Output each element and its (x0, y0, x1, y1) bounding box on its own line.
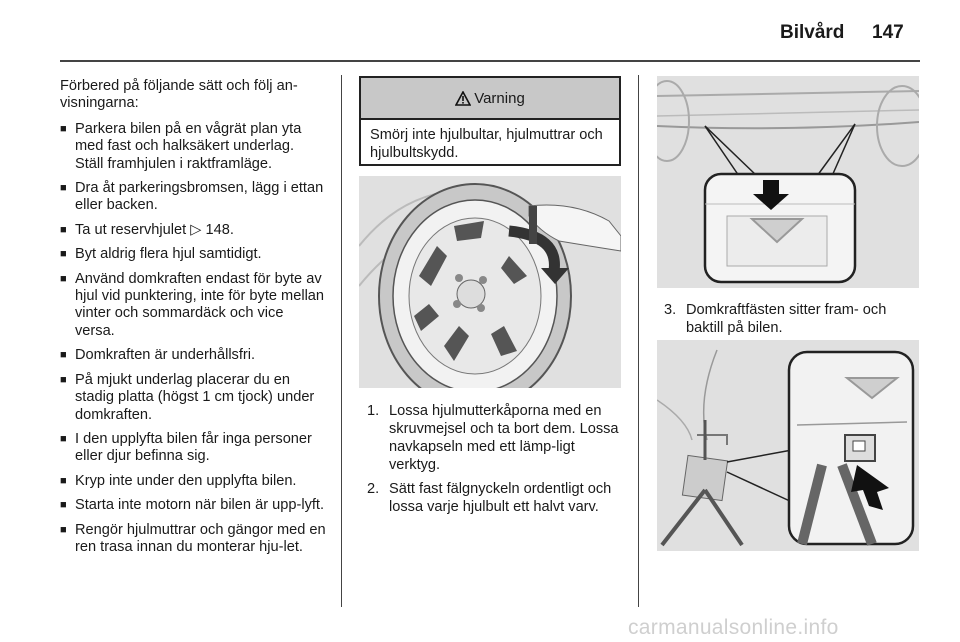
list-item: ■ I den upplyfta bilen får inga personer eller djur befinna sig. (60, 431, 326, 466)
intro-text: Förbered på följande sätt och följ an-visningarna: (60, 78, 298, 112)
step-text: Lossa hjulmutterkåporna med en skruvmejsel och ta bort dem. Lossa navkapseln med ett lämp-ligt verktyg. (389, 403, 619, 473)
step-number: 3. (664, 302, 677, 318)
step-number: 2. (367, 481, 380, 497)
list-item: ■ Parkera bilen på en vågrät plan yta med fast och halksäkert underlag. Ställ framhjulen i raktframläge. (60, 121, 326, 173)
warning-title: Varning (474, 89, 525, 107)
jack-placement-illustration (657, 340, 919, 551)
preparation-column (60, 78, 326, 563)
warning-triangle-icon (455, 91, 471, 106)
list-item: ■ Byt aldrig flera hjul samtidigt. (60, 246, 326, 263)
list-item (60, 222, 326, 239)
list-item: ■ Domkraften är underhållsfri. (60, 347, 326, 364)
section-title: Bilvård (780, 22, 845, 43)
header-rule (60, 60, 920, 62)
steps-list-2 (664, 301, 920, 343)
step-text: Sätt fast fälgnyckeln ordentligt och lossa varje hjulbult ett halvt varv. (389, 481, 612, 515)
step-number: 1. (367, 403, 380, 419)
steps-list (367, 402, 623, 522)
warning-header (361, 78, 619, 120)
list-item (367, 480, 623, 516)
column-divider (341, 75, 342, 607)
watermark-text: carmanualsonline.info (628, 616, 839, 639)
list-item (664, 301, 920, 337)
list-item: ■ Använd domkraften endast för byte av hjul vid punktering, inte för byte mellan vinter och sommardäck och vice versa. (60, 271, 326, 341)
column-divider (638, 75, 639, 607)
page-number: 147 (872, 22, 904, 43)
step-text: Domkraftfästen sitter fram- och baktill på bilen. (686, 302, 887, 336)
page-reference-icon: ▷ (190, 221, 202, 238)
jack-point-illustration (657, 76, 919, 288)
list-item: ■ Starta inte motorn när bilen är upp-lyft. (60, 497, 326, 514)
warning-box (359, 76, 621, 166)
list-item: ■ Rengör hjulmuttrar och gängor med en ren trasa innan du monterar hju-let. (60, 522, 326, 557)
wheel-cover-illustration (359, 176, 621, 388)
list-item: ■ Kryp inte under den upplyfta bilen. (60, 473, 326, 490)
list-item-text: Ta ut reservhjulet (75, 221, 187, 238)
warning-text: Smörj inte hjulbultar, hjulmuttrar och hjulbultskydd. (370, 127, 603, 161)
list-item: ■ Dra åt parkeringsbromsen, lägg i ettan eller backen. (60, 180, 326, 215)
list-item: ■ På mjukt underlag placerar du en stadig platta (högst 1 cm tjock) under domkraften. (60, 372, 326, 424)
page-reference-link[interactable]: 148. (205, 221, 234, 238)
preparation-list (60, 121, 326, 557)
list-item (367, 402, 623, 474)
